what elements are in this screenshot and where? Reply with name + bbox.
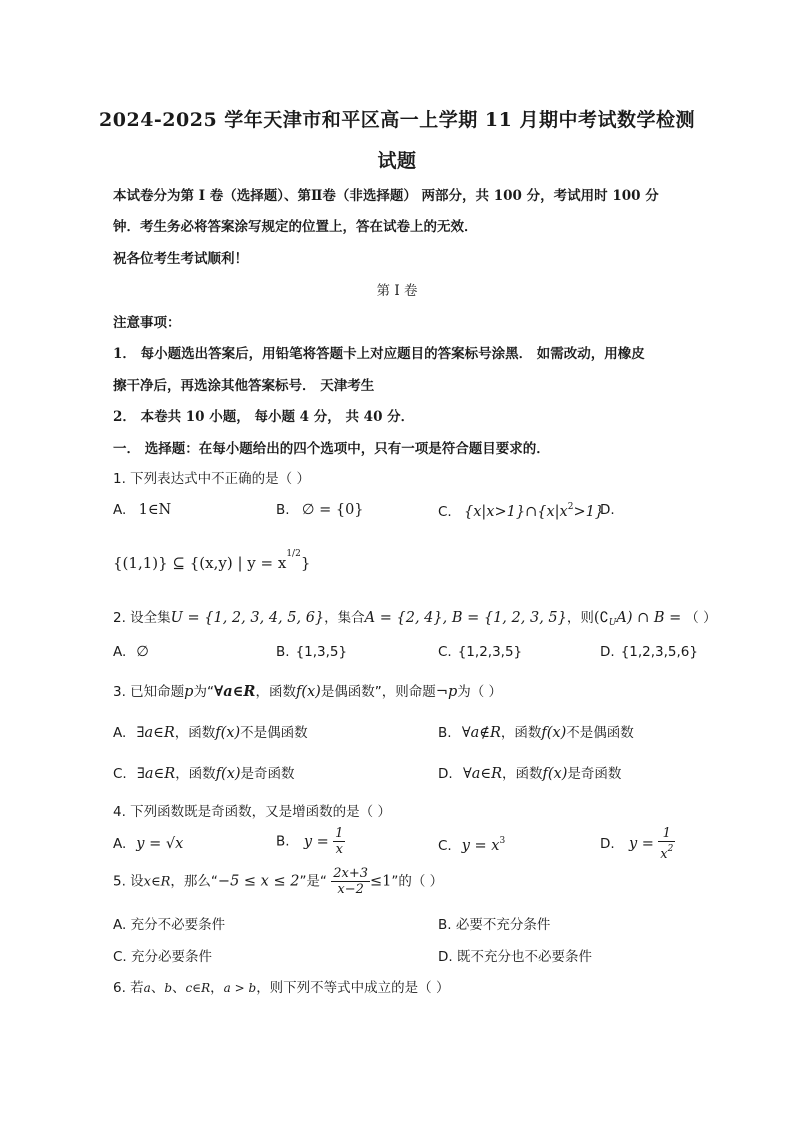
q4-c-lhs: y = x <box>461 838 500 854</box>
q4-b-num: 1 <box>335 826 344 841</box>
q3-b-label: B. <box>438 725 452 741</box>
q3-c-label: C. <box>113 766 127 782</box>
q5-x-in-r: x∈R <box>143 874 171 890</box>
q4-d-fraction <box>658 826 675 862</box>
q2-option-a <box>113 644 149 660</box>
q3-c-math: ∃a∈R <box>137 766 176 782</box>
q1-option-d <box>113 549 310 572</box>
q2-c-label: C. <box>438 644 452 660</box>
q3-stem-f: 是偶函数”，则命题 <box>320 684 436 700</box>
q4-option-c <box>438 836 505 854</box>
q3-quantifier: ∀a∈R <box>213 683 256 700</box>
q1-option-c <box>438 502 604 520</box>
q3-c-text2: 是奇函数 <box>240 766 295 782</box>
q4-d-lhs: y = <box>628 836 654 852</box>
q4-c-exp: 3 <box>499 836 506 846</box>
q6-stem <box>113 976 449 996</box>
q5-fraction <box>331 866 370 897</box>
q1-d-label: D. <box>600 502 615 518</box>
q5-a-text: 充分不必要条件 <box>130 917 226 933</box>
notice-item-1a: 1． 每小题选出答案后，用铅笔将答题卡上对应题目的答案标号涂黑． 如需改动，用橡皮 <box>113 346 645 362</box>
q1-a-math: 1∈N <box>138 502 172 518</box>
q5-frac-den: x−2 <box>337 882 364 897</box>
q1-c-math-right: >1} <box>573 504 605 520</box>
q4-b-den: x <box>335 842 343 857</box>
q4-d-num: 1 <box>658 826 675 842</box>
intro-line1: 本试卷分为第 I 卷（选择题）、第Ⅱ卷（非选择题） 两部分，共 100 分，考试用时 100 分 <box>113 188 659 204</box>
q2-stem-text-c: ，集合 <box>324 610 365 626</box>
q3-stem-a: 3. 已知命题 <box>113 684 185 700</box>
q2-stem-text-a: 2. 设全集 <box>113 610 171 626</box>
q1-c-exp: 2 <box>567 502 574 512</box>
q3-fx: f(x) <box>295 684 321 700</box>
q2-option-b <box>276 644 347 660</box>
q1-option-a <box>113 502 171 518</box>
q6-a-gt-b: a > b <box>223 981 257 995</box>
q5-b-label: B. <box>438 917 452 933</box>
q1-d-math-left: {(1,1)} ⊆ {(x,y) | y = x <box>113 554 287 572</box>
intro-line2: 钟．考生务必将答案涂写规定的位置上，答在试卷上的无效． <box>113 219 478 235</box>
q3-b-text1: ，函数 <box>500 725 542 741</box>
exam-title-line1: 2024-2025 学年天津市和平区高一上学期 11 月期中考试数学检测 <box>99 109 695 131</box>
q3-b-text2: 不是偶函数 <box>566 725 634 741</box>
q3-a-label: A. <box>113 725 127 741</box>
q4-option-a <box>113 836 183 852</box>
q2-a-label: A. <box>113 644 127 660</box>
q6-c-in-r: c∈R <box>185 981 211 995</box>
q4-d-den-base: x <box>660 847 668 862</box>
q2-d-label: D. <box>600 644 615 660</box>
q3-stem-b: 为“ <box>193 684 214 700</box>
q3-a-text1: ，函数 <box>174 725 216 741</box>
q2-expression: A) ∩ B = <box>616 610 682 626</box>
q5-option-c <box>113 945 212 965</box>
q1-stem: 1. 下列表达式中不正确的是（ ） <box>113 471 310 487</box>
q2-b-label: B. <box>276 644 290 660</box>
q5-option-d <box>438 945 592 965</box>
q4-a-math: y = √x <box>136 836 184 852</box>
q5-stem-a: 5. 设 <box>113 873 144 890</box>
q3-b-fx: f(x) <box>541 725 567 741</box>
q3-stem-h: 为（ ） <box>457 684 503 700</box>
q2-complement: (∁ <box>593 610 609 626</box>
q2-sets: A = {2, 4}, B = {1, 2, 3, 5} <box>364 610 567 626</box>
q6-sep1: 、 <box>150 980 165 996</box>
q3-option-c <box>113 762 295 782</box>
notice-heading: 注意事项： <box>113 315 181 331</box>
notice-item-1b: 擦干净后，再选涂其他答案标号． 天津考生 <box>113 378 375 394</box>
q1-option-b <box>276 502 364 518</box>
exam-title-line2: 试题 <box>377 150 417 172</box>
q4-option-d <box>600 826 675 862</box>
q1-c-math-left: {x|x>1}∩{x|x <box>464 504 568 520</box>
q4-a-label: A. <box>113 836 127 852</box>
q5-stem-g: ”的（ ） <box>391 873 444 890</box>
section-heading: 第 I 卷 <box>376 283 418 299</box>
q3-not-p: ¬p <box>435 684 458 700</box>
q5-stem <box>113 866 443 897</box>
q4-stem: 4. 下列函数既是奇函数，又是增函数的是（ ） <box>113 804 391 820</box>
q2-b-value: {1,3,5} <box>295 644 348 660</box>
q3-stem-d: ，函数 <box>255 684 296 700</box>
q5-interval: −5 ≤ x ≤ 2 <box>217 873 300 890</box>
q3-d-text1: ，函数 <box>502 766 543 782</box>
q2-stem-paren: （ ） <box>685 610 717 626</box>
q6-stem-a: 6. 若 <box>113 980 144 996</box>
q6-a: a <box>143 981 151 995</box>
q6-sep3: ， <box>210 980 224 996</box>
q2-option-c <box>438 644 522 660</box>
q5-stem-c: ，那么“ <box>170 873 218 890</box>
q2-complement-sub: U <box>608 618 617 628</box>
q5-c-text: 充分必要条件 <box>131 949 213 965</box>
q5-stem-e: ”是“ <box>299 873 327 890</box>
q2-stem <box>113 606 717 628</box>
q1-b-label: B. <box>276 502 290 518</box>
q3-b-math: ∀a∉R <box>461 725 501 741</box>
q3-option-a <box>113 721 308 741</box>
q3-a-math: ∃a∈R <box>136 725 175 741</box>
q4-d-label: D. <box>600 836 615 852</box>
q3-d-text2: 是奇函数 <box>567 766 622 782</box>
q4-b-label: B. <box>276 833 290 850</box>
notice-item-2: 2． 本卷共 10 小题， 每小题 4 分， 共 40 分． <box>113 409 415 425</box>
q1-d-math-right: } <box>300 554 311 572</box>
q6-sep2: 、 <box>172 980 186 996</box>
q2-c-value: {1,2,3,5} <box>457 644 523 660</box>
q5-c-label: C. <box>113 949 127 965</box>
q3-d-math: ∀a∈R <box>462 766 503 782</box>
q3-p: p <box>184 684 194 700</box>
q5-leq-one: ≤1 <box>370 873 392 890</box>
q3-c-text1: ，函数 <box>175 766 216 782</box>
q5-frac-num: 2x+3 <box>333 866 369 881</box>
q1-a-label: A. <box>113 502 127 518</box>
q5-d-text: 既不充分也不必要条件 <box>456 949 592 965</box>
q4-b-lhs: y = <box>303 833 329 850</box>
q4-b-fraction <box>333 826 345 857</box>
q3-option-d <box>438 762 621 782</box>
q3-a-text2: 不是偶函数 <box>240 725 308 741</box>
q4-d-den <box>658 842 675 862</box>
q3-c-fx: f(x) <box>215 766 241 782</box>
q2-a-value: ∅ <box>136 644 149 660</box>
part-one-heading: 一． 选择题：在每小题给出的四个选项中，只有一项是符合题目要求的． <box>113 441 550 457</box>
q1-b-math: ∅ = {0} <box>301 502 364 518</box>
q5-option-a <box>113 913 225 933</box>
q5-b-text: 必要不充分条件 <box>455 917 551 933</box>
q5-option-b <box>438 913 550 933</box>
q1-d-exp: 1/2 <box>286 549 301 559</box>
q2-universal-set: U = {1, 2, 3, 4, 5, 6} <box>170 610 325 626</box>
q4-option-b <box>276 826 345 857</box>
q4-c-label: C. <box>438 838 452 854</box>
q3-d-label: D. <box>438 766 453 782</box>
q5-a-label: A. <box>113 917 127 933</box>
q3-d-fx: f(x) <box>542 766 568 782</box>
q6-b: b <box>164 981 173 995</box>
q2-d-value: {1,2,3,5,6} <box>620 644 698 660</box>
q3-a-fx: f(x) <box>215 725 241 741</box>
q4-d-den-exp: 2 <box>667 844 674 854</box>
q1-c-label: C. <box>438 504 452 520</box>
q2-option-d <box>600 644 698 660</box>
q5-d-label: D. <box>438 949 453 965</box>
q2-stem-text-e: ，则 <box>566 610 594 626</box>
q3-stem <box>113 680 502 700</box>
wish-line: 祝各位考生考试顺利！ <box>113 251 248 267</box>
q3-option-b <box>438 721 634 741</box>
q6-stem-i: ，则下列不等式中成立的是（ ） <box>256 980 450 996</box>
